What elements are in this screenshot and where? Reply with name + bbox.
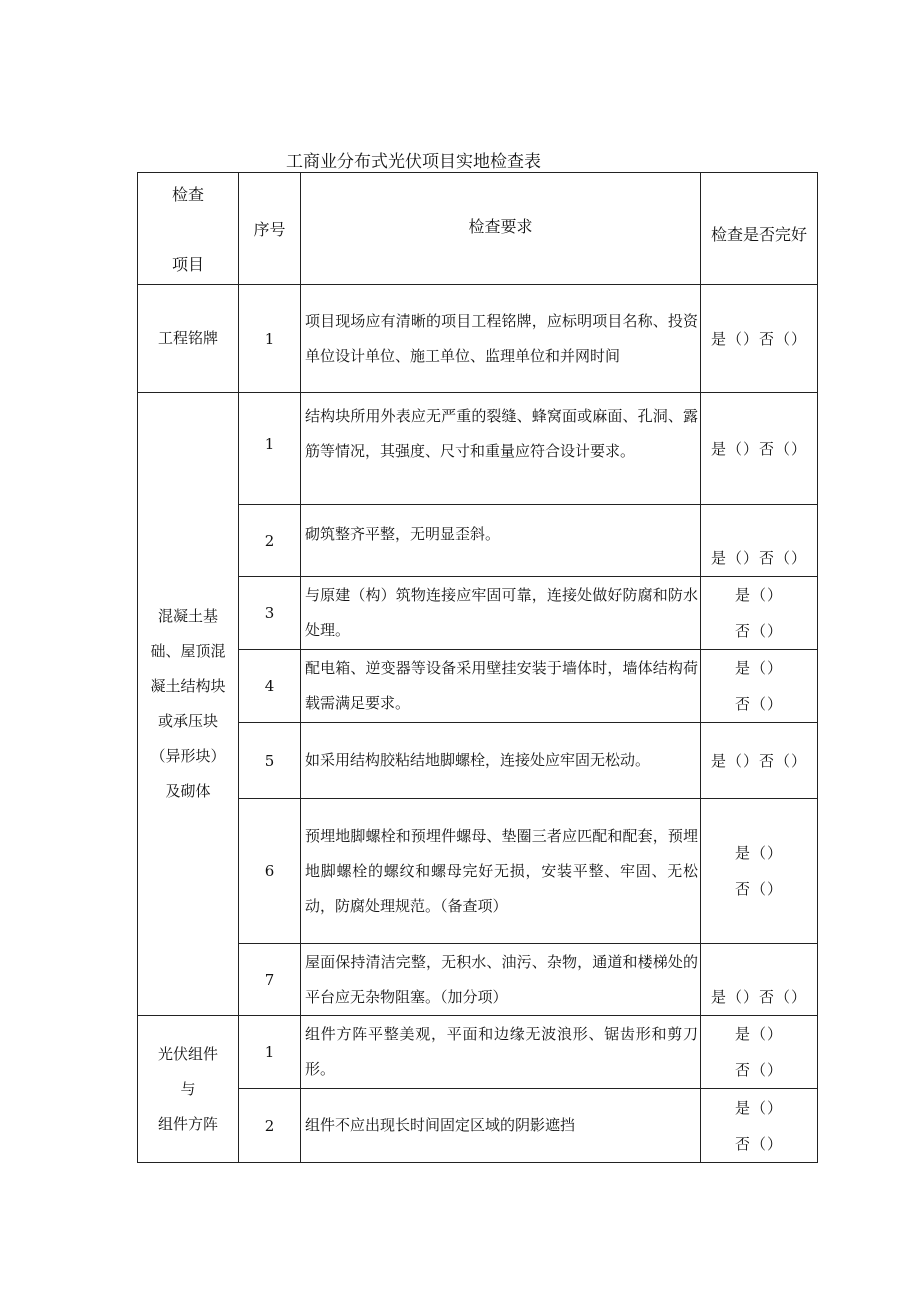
row-no: 7 [239,944,301,1016]
row-requirement: 屋面保持清洁完整，无积水、油污、杂物，通道和楼梯处的平台应无杂物阻塞。（加分项） [301,944,701,1016]
row-result: 是（）否（） [701,393,818,505]
table-row [138,285,818,393]
page-title: 工商业分布式光伏项目实地检查表 [286,152,541,172]
answer-yes: 是（） [734,586,783,604]
header-result: 检查是否完好 [701,173,818,285]
row-result: 是（）否（） [701,723,818,799]
check-item-pv-modules: 光伏组件 与 组件方阵 [138,1016,239,1163]
table-row [138,650,818,723]
table-row [138,944,818,1016]
row-requirement: 配电箱、逆变器等设备采用壁挂安装于墙体时，墙体结构荷载需满足要求。 [301,650,701,723]
table-row [138,505,818,577]
row-no: 5 [239,723,301,799]
row-requirement: 如采用结构胶粘结地脚螺栓，连接处应牢固无松动。 [301,723,701,799]
answer-no: 否（） [734,1061,783,1079]
row-no: 1 [239,1016,301,1089]
answer-no: 否（） [734,880,783,898]
row-result: 是（）否（） [701,505,818,577]
answer-yes: 是（） [734,1025,783,1043]
answer-no: 否（） [734,695,783,713]
row-result [701,1089,818,1163]
table-row [138,799,818,944]
header-requirement: 检查要求 [301,173,701,285]
row-result [701,650,818,723]
row-requirement: 结构块所用外表应无严重的裂缝、蜂窝面或麻面、孔洞、露筋等情况，其强度、尺寸和重量应符合设计要求。 [301,393,701,505]
row-requirement: 组件方阵平整美观，平面和边缘无波浪形、锯齿形和剪刀形。 [301,1016,701,1089]
answer-yes: 是（） [734,659,783,677]
table-row [138,577,818,650]
table-row [138,723,818,799]
row-no: 3 [239,577,301,650]
table-row [138,393,818,505]
row-no: 1 [239,393,301,505]
answer-yes: 是（） [734,844,783,862]
inspection-table [137,172,818,1163]
row-requirement: 组件不应出现长时间固定区域的阴影遮挡 [301,1089,701,1163]
table-row [138,1016,818,1089]
row-no: 6 [239,799,301,944]
row-result [701,799,818,944]
check-item-nameplate: 工程铭牌 [138,285,239,393]
answer-no: 否（） [734,1134,783,1153]
header-row [138,173,818,285]
check-item-concrete: 混凝土基础、屋顶混凝土结构块或承压块（异形块）及砌体 [138,393,239,1016]
row-no: 2 [239,1089,301,1163]
answer-yes: 是（） [734,1098,783,1117]
row-result: 是（）否（） [701,285,818,393]
row-requirement: 与原建（构）筑物连接应牢固可靠，连接处做好防腐和防水处理。 [301,577,701,650]
row-no: 1 [239,285,301,393]
row-result [701,577,818,650]
row-requirement: 砌筑整齐平整，无明显歪斜。 [301,505,701,577]
header-no: 序号 [239,173,301,285]
row-no: 4 [239,650,301,723]
table-row [138,1089,818,1163]
answer-no: 否（） [734,622,783,640]
row-requirement: 预埋地脚螺栓和预埋件螺母、垫圈三者应匹配和配套，预埋地脚螺栓的螺纹和螺母完好无损，安装平整、牢固、无松动，防腐处理规范。（备查项） [301,799,701,944]
header-item: 检查 项目 [138,173,239,285]
row-no: 2 [239,505,301,577]
row-result: 是（）否（） [701,944,818,1016]
row-result [701,1016,818,1089]
row-requirement: 项目现场应有清晰的项目工程铭牌，应标明项目名称、投资单位设计单位、施工单位、监理单位和并网时间 [301,285,701,393]
